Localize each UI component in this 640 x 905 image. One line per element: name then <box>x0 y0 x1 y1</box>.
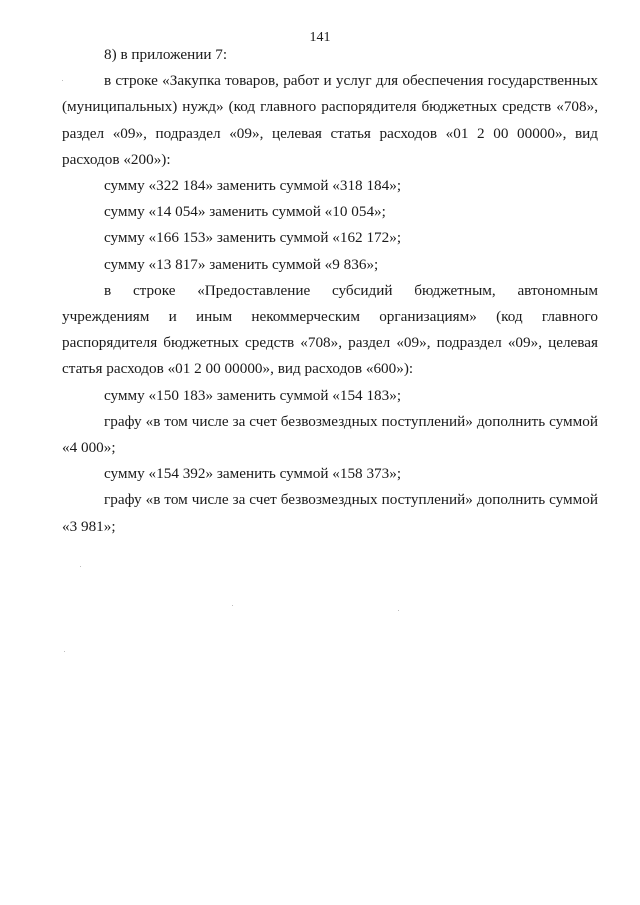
scan-speck <box>232 605 233 606</box>
paragraph-procurement-row: в строке «Закупка товаров, работ и услуг для обеспечения государственных (муниципальных) нужд» (код главного распорядителя бюджетных средств «708», раздел «09», подраздел «09», целевая статья расходов «01 2 00 00000», вид расходов «200»): <box>62 72 598 168</box>
document-body <box>62 42 598 540</box>
scan-speck <box>80 566 81 567</box>
scan-speck <box>64 651 65 652</box>
paragraph-column-supplement-1: графу «в том числе за счет безвозмездных поступлений» дополнить суммой «4 000»; <box>62 412 598 457</box>
scan-speck <box>398 610 399 611</box>
paragraph-sum-replace-2: сумму «14 054» заменить суммой «10 054»; <box>104 203 386 221</box>
paragraph-sum-replace-4: сумму «13 817» заменить суммой «9 836»; <box>104 255 379 273</box>
paragraph-column-supplement-2: графу «в том числе за счет безвозмездных поступлений» дополнить суммой «3 981»; <box>62 491 598 535</box>
paragraph-subsidies-row: в строке «Предоставление субсидий бюджетным, автономным учреждениям и иным некоммерческим организациям» (код главного распорядителя бюджетных средств «708», раздел «09», подраздел «09», целевая статья расходов «01 2 00 00000», вид расходов «600»): <box>62 281 598 378</box>
paragraph-sum-replace-6: сумму «154 392» заменить суммой «158 373»; <box>104 465 402 483</box>
paragraph-sum-replace-3: сумму «166 153» заменить суммой «162 172»; <box>104 229 402 247</box>
scan-speck <box>62 80 63 81</box>
paragraph-appendix-heading: 8) в приложении 7: <box>104 46 228 63</box>
paragraph-sum-replace-5: сумму «150 183» заменить суммой «154 183»; <box>104 386 402 404</box>
paragraph-sum-replace-1: сумму «322 184» заменить суммой «318 184»; <box>104 177 402 195</box>
page-number: 141 <box>309 30 331 45</box>
